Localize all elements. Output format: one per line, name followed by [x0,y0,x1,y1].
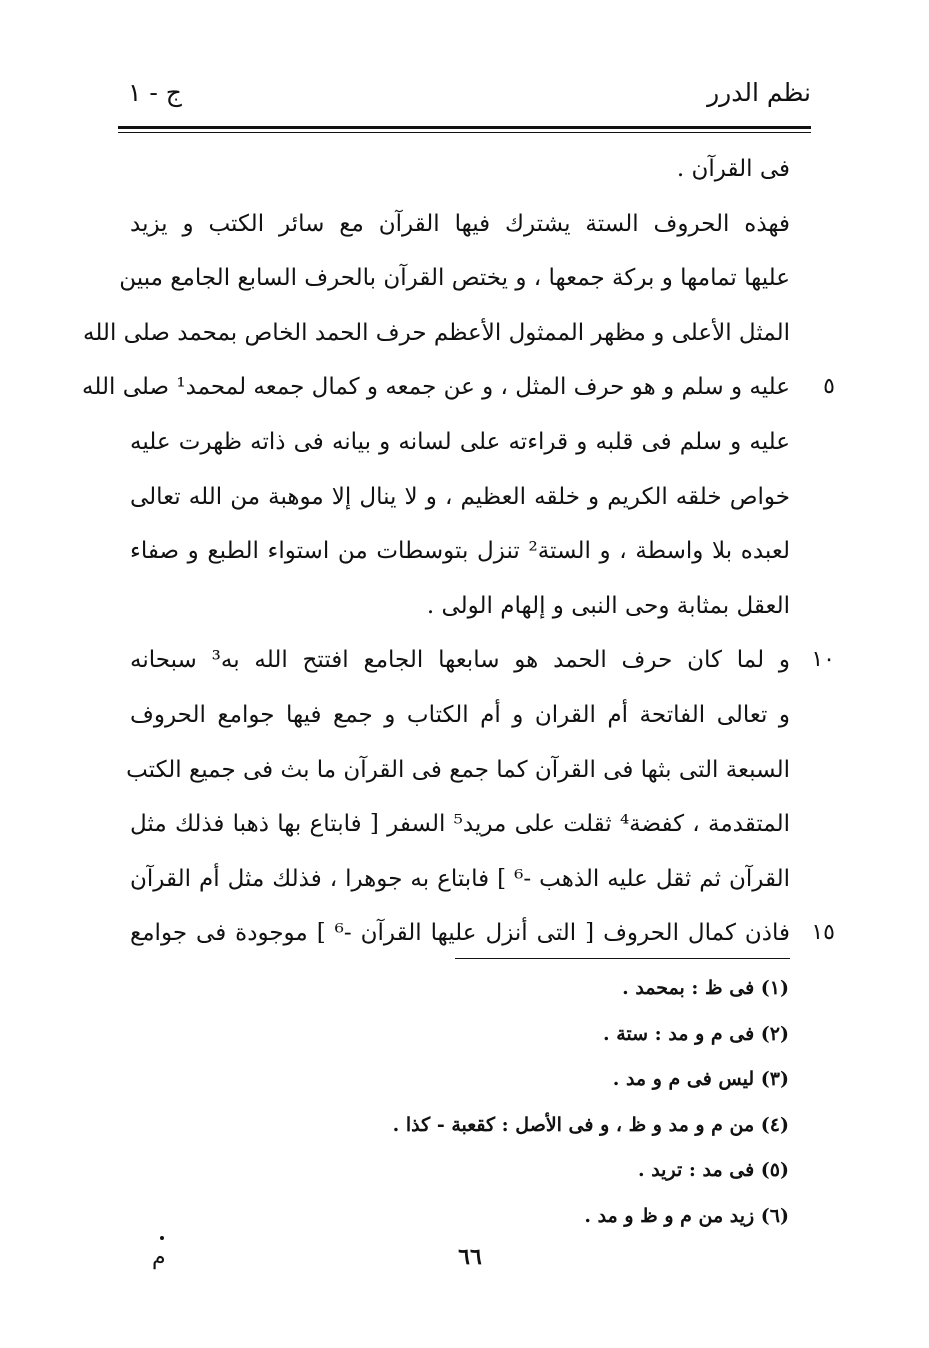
line-text: المثل الأعلى و مظهر الممثول الأعظم حرف الحمد الخاص بمحمد صلى الله [82,319,790,346]
text-line [130,633,835,688]
text-line [130,415,790,470]
text-line [130,852,790,907]
book-title: نظم الدرر [707,78,811,107]
line-text: العقل بمثابة وحى النبى و إلهام الولى . [426,592,790,619]
footnote: (١) فى ظ : بمحمد . [622,977,789,999]
line-text: و تعالى الفاتحة أم القران و أم الكتاب و جمع فيها جوامع الحروف [130,701,790,728]
line-text: لعبده بلا واسطة ، و الستة² تنزل بتوسطات من استواء الطبع و صفاء [130,538,790,565]
signature-mark: م [152,1245,166,1270]
text-line [130,524,790,579]
line-number: ١٥ [811,920,835,946]
text-line [82,306,790,361]
line-text: القرآن ثم ثقل عليه الذهب -⁶ ] فابتاع به جوهرا ، فذلك مثل أم القرآن [130,865,790,892]
footnote: (٦) زيد من م و ظ و مد . [584,1204,789,1227]
footnote: (٥) فى مد : تريد . [637,1159,789,1182]
line-text: عليه و سلم و هو حرف المثل ، و عن جمعه و كمال جمعه لمحمد¹ صلى الله [82,374,790,401]
text-line [119,251,790,306]
text-line [126,743,790,798]
footnotes [289,966,789,1240]
volume-number: ج - ١ [128,78,182,107]
header-rule-thick [118,126,811,129]
line-text: فاذن كمال الحروف [ التى أنزل عليها القرآن -⁶ ] موجودة فى جوامع [130,920,790,947]
text-line [130,579,790,634]
line-number: ١٠ [811,647,835,673]
line-text: خواص خلقه الكريم و خلقه العظيم ، و لا ينال إلا موهبة من الله تعالى [130,483,790,510]
text-line [130,197,790,252]
page-number: ٦٦ [458,1244,482,1270]
line-text: فى القرآن . [676,156,790,182]
line-text: المتقدمة ، كفضة⁴ ثقلت على مريد⁵ السفر [ فابتاع بها ذهبا فذلك مثل [130,811,790,838]
line-text: و لما كان حرف الحمد هو سابعها الجامع افتتح الله به³ سبحانه [130,647,790,674]
line-text: السبعة التى بثها فى القرآن كما جمع فى القرآن ما بث فى جميع الكتب [126,756,790,783]
text-line [130,142,790,197]
text-line [130,797,790,852]
text-line [130,906,835,961]
line-number: ٥ [823,374,835,400]
line-text: عليه و سلم فى قلبه و قراءته على لسانه و بيانه فى ذاته ظهرت عليه [130,428,790,455]
header-rule-thin [118,132,811,133]
main-text [82,142,835,961]
line-text: فهذه الحروف الستة يشترك فيها القرآن مع سائر الكتب و يزيد [130,210,790,237]
footnote: (٤) من م و مد و ظ ، و فى الأصل : كقعبة - كذا . [392,1113,789,1136]
text-line [130,470,790,525]
signature-dot [160,1236,164,1240]
footnote-separator [455,958,790,959]
text-line [130,688,790,743]
text-line [82,360,835,415]
footnote: (٣) ليس فى م و مد . [612,1068,789,1091]
line-text: عليها تمامها و بركة جمعها ، و يختص القرآن بالحرف السابع الجامع مبين [119,265,790,292]
footnote: (٢) فى م و مد : ستة . [603,1022,789,1045]
running-header [120,78,811,118]
